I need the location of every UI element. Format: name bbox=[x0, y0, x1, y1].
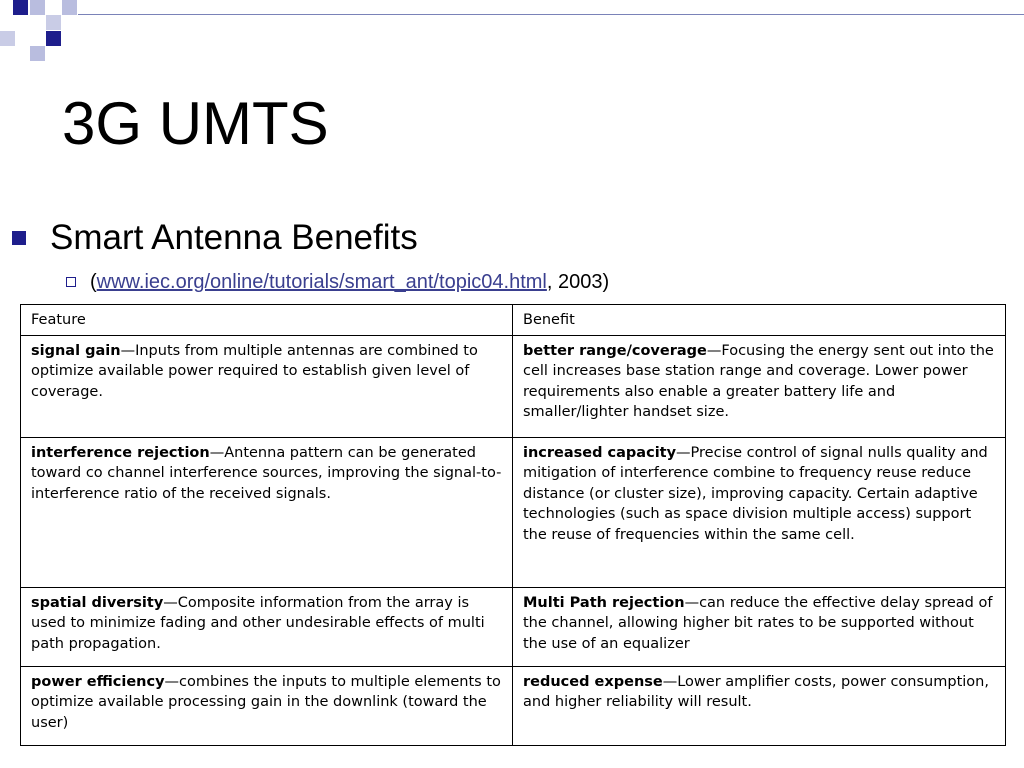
benefit-term: increased capacity bbox=[523, 444, 677, 461]
benefit-cell bbox=[513, 666, 1006, 745]
benefit-cell bbox=[513, 437, 1006, 587]
deco-square-3 bbox=[62, 0, 77, 15]
deco-square-7 bbox=[30, 46, 45, 61]
slide-title: 3G UMTS bbox=[62, 90, 329, 157]
table-row bbox=[21, 666, 1006, 745]
table-header-row bbox=[21, 305, 1006, 336]
deco-square-5 bbox=[0, 31, 15, 46]
benefit-desc: —can reduce the effective delay spread of the channel, allowing higher bit rates to be supported without the use of an equalizer bbox=[523, 594, 993, 652]
feature-cell bbox=[21, 666, 513, 745]
source-open: ( bbox=[90, 270, 97, 293]
deco-square-4 bbox=[46, 15, 61, 30]
feature-desc: —Inputs from multiple antennas are combined to optimize available power required to establish given level of coverage. bbox=[31, 342, 478, 400]
table-row bbox=[21, 335, 1006, 437]
square-bullet-icon bbox=[12, 231, 26, 245]
source-link[interactable]: www.iec.org/online/tutorials/smart_ant/topic04.html bbox=[96, 270, 547, 293]
sub-bullet bbox=[66, 267, 609, 297]
benefit-term: Multi Path rejection bbox=[523, 594, 685, 611]
benefits-table bbox=[20, 304, 1006, 746]
main-bullet-text: Smart Antenna Benefits bbox=[50, 218, 418, 257]
feature-desc: —Composite information from the array is used to minimize fading and other undesirable effects of multi path propagation. bbox=[31, 594, 485, 652]
benefit-term: reduced expense bbox=[523, 673, 663, 690]
feature-term: power efficiency bbox=[31, 673, 165, 690]
feature-cell bbox=[21, 335, 513, 437]
benefit-desc: —Lower amplifier costs, power consumption, and higher reliability will result. bbox=[523, 673, 989, 710]
feature-term: spatial diversity bbox=[31, 594, 164, 611]
source-after: , 2003) bbox=[546, 270, 610, 293]
benefit-term: better range/coverage bbox=[523, 342, 707, 359]
feature-desc: —combines the inputs to multiple elements to optimize available processing gain in the downlink (toward the user) bbox=[31, 673, 501, 731]
main-bullet bbox=[12, 218, 418, 258]
benefit-cell bbox=[513, 335, 1006, 437]
header-benefit: Benefit bbox=[513, 305, 1006, 336]
header-rule bbox=[78, 14, 1024, 15]
table-row bbox=[21, 587, 1006, 666]
hollow-square-bullet-icon bbox=[66, 277, 76, 287]
feature-term: interference rejection bbox=[31, 444, 210, 461]
feature-term: signal gain bbox=[31, 342, 121, 359]
benefit-desc: —Focusing the energy sent out into the cell increases base station range and coverage. Lower power requirements also enable a greater battery life and smaller/lighter handset size. bbox=[523, 342, 994, 420]
deco-square-1 bbox=[13, 0, 28, 15]
feature-cell bbox=[21, 587, 513, 666]
table-row bbox=[21, 437, 1006, 587]
benefit-desc: —Precise control of signal nulls quality and mitigation of interference combine to frequency reuse reduce distance (or cluster size), improving capacity. Certain adaptive technologies (such as space division multiple access) support the reuse of frequencies within the same cell. bbox=[523, 444, 988, 543]
deco-square-2 bbox=[30, 0, 45, 15]
feature-cell bbox=[21, 437, 513, 587]
deco-square-6 bbox=[46, 31, 61, 46]
benefit-cell bbox=[513, 587, 1006, 666]
corner-decoration bbox=[0, 0, 1024, 62]
header-feature: Feature bbox=[21, 305, 513, 336]
feature-desc: —Antenna pattern can be generated toward co channel interference sources, improving the signal-to-interference ratio of the received signals. bbox=[31, 444, 502, 502]
